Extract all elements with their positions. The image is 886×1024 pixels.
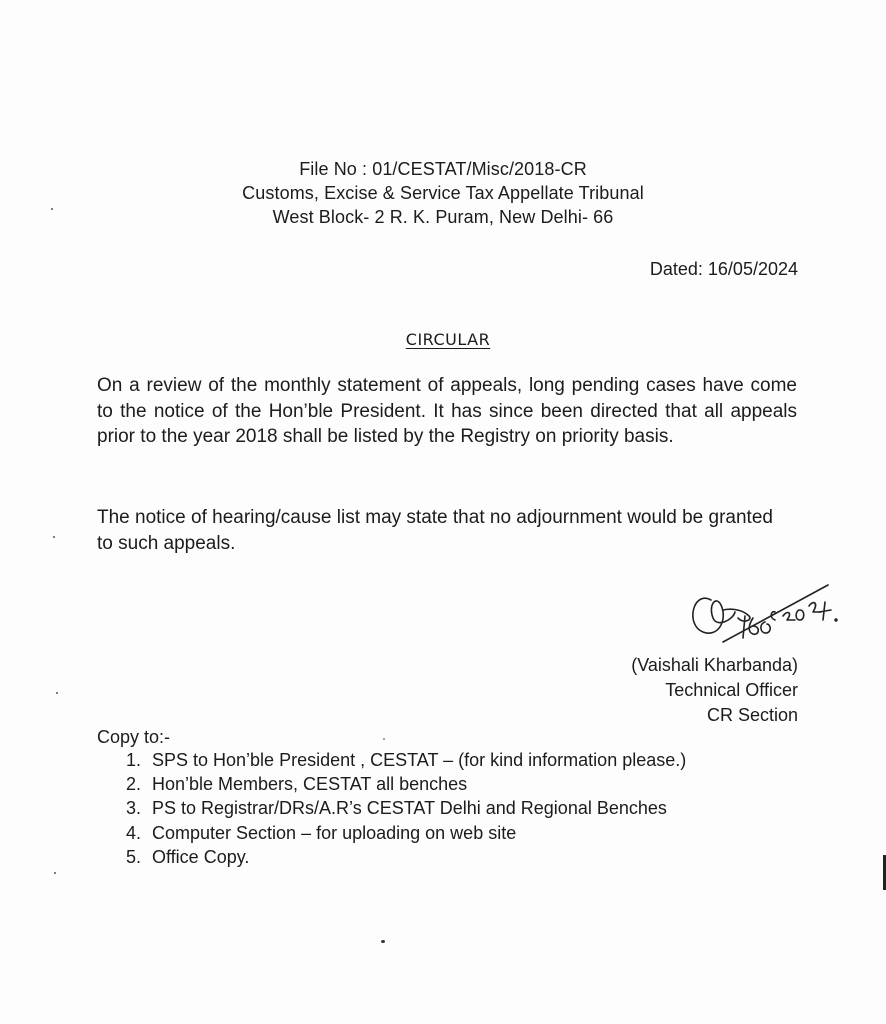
organization-name: Customs, Excise & Service Tax Appellate Tribunal [242,183,644,203]
document-title: CIRCULAR [405,330,491,349]
list-item: 5. Office Copy. [126,846,250,867]
list-item: 1. SPS to Hon’ble President , CESTAT – (for kind information please.) [126,750,687,770]
scan-speck [383,738,385,740]
signatory-section: CR Section [706,705,798,725]
list-item: 4. Computer Section – for uploading on web site [126,822,517,843]
scan-speck [381,940,385,943]
signatory-block [631,653,798,728]
copy-to-label: Copy to:- [97,727,171,747]
scan-speck [53,536,55,538]
document-header [0,157,886,229]
scan-speck [54,872,56,874]
document-date: Dated: 16/05/2024 [649,259,798,279]
scan-speck [56,692,58,694]
list-item: 2. Hon’ble Members, CESTAT all benches [126,774,468,795]
list-item: 3. PS to Registrar/DRs/A.R’s CESTAT Delhi and Regional Benches [126,798,667,819]
signatory-designation: Technical Officer [665,680,798,700]
signatory-name: (Vaishali Kharbanda) [631,655,798,675]
organization-address: West Block- 2 R. K. Puram, New Delhi- 66 [272,207,614,227]
file-number: File No : 01/CESTAT/Misc/2018-CR [299,159,587,179]
body-paragraph-2: The notice of hearing/cause list may state that no adjournment would be granted to such appeals. [97,507,773,554]
scan-speck [51,208,53,210]
copy-to-list [126,748,686,869]
body-paragraph-1: On a review of the monthly statement of appeals, long pending cases have come to the notice of the Hon’ble President. It has since been directed that all appeals prior to the year 2018 shall be listed by the Registry on priority basis. [97,375,797,447]
